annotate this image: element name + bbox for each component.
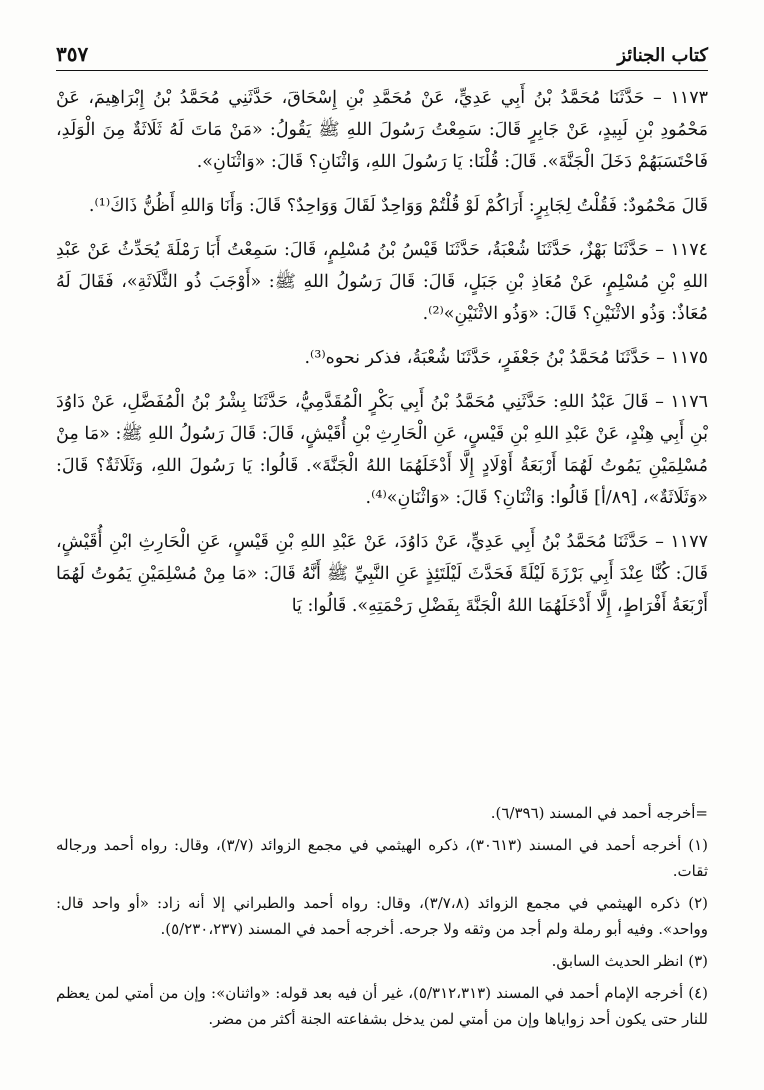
hadith-1173-comment: قَالَ مَحْمُودٌ: فَقُلْتُ لِجَابِرٍ: أَرَاكُمْ لَوْ قُلْتُمْ وَوَاحِدٌ لَقَالَ وَوَاحِدٌ؟ قَالَ: وَأَنَا وَاللهِ أَظُنُّ ذَاكَ⁽¹⁾.	[88, 196, 708, 216]
hadith-1176: ١١٧٦ – قَالَ عَبْدُ اللهِ: حَدَّثَنِي مُحَمَّدُ بْنُ أَبِي بَكْرٍ الْمُقَدَّمِيُّ، حَدَّثَنَا بِشْرُ بْنُ الْمُفَضَّلِ، عَنْ دَاوُدَ بْنِ أَبِي هِنْدٍ، عَنْ عَبْدِ اللهِ بْنِ قَيْسٍ، عَنِ الْحَارِثِ بْنِ أُقَيْشٍ، قَالَ: قَالَ رَسُولُ اللهِ ﷺ: «مَا مِنْ مُسْلِمَيْنِ يَمُوتُ لَهُمَا أَرْبَعَةُ أَوْلَادٍ إِلَّا أَدْخَلَهُمَا اللهُ الْجَنَّةَ». قَالُوا: يَا رَسُولَ اللهِ، وَثَلَاثَةٌ؟ قَالَ: «وَثَلَاثَةٌ»، [٨٩/أ] قَالُوا: وَاثْنَانِ؟ قَالَ: «وَاثْنَانِ»⁽⁴⁾.	[56, 392, 708, 508]
book-title: كتاب الجنائز	[617, 45, 708, 66]
footnote-1: (١) أخرجه أحمد في المسند (٣٠٦١٣)، ذكره الهيثمي في مجمع الزوائد (٣/٧)، وقال: رواه أحمد ورجاله ثقات.	[56, 836, 708, 880]
footnotes	[56, 800, 708, 1038]
hadith-1175: ١١٧٥ – حَدَّثَنَا مُحَمَّدُ بْنُ جَعْفَرٍ، حَدَّثَنَا شُعْبَةُ، فذكر نحوه⁽³⁾.	[304, 348, 708, 368]
hadith-1173: ١١٧٣ – حَدَّثَنَا مُحَمَّدُ بْنُ أَبِي عَدِيٍّ، عَنْ مُحَمَّدِ بْنِ إِسْحَاقَ، حَدَّثَنِي مُحَمَّدُ بْنُ إِبْرَاهِيمَ، عَنْ مَحْمُودِ بْنِ لَبِيدٍ، عَنْ جَابِرٍ قَالَ: سَمِعْتُ رَسُولَ اللهِ ﷺ يَقُولُ: «مَنْ مَاتَ لَهُ ثَلَاثَةٌ مِنَ الْوَلَدِ، فَاحْتَسَبَهُمْ دَخَلَ الْجَنَّةَ». قَالَ: قُلْنَا: يَا رَسُولَ اللهِ، وَاثْنَانِ؟ قَالَ: «وَاثْنَانِ».	[56, 88, 708, 172]
page-header	[56, 36, 708, 71]
footnote-2: (٢) ذكره الهيثمي في مجمع الزوائد (٣/٧،٨)، وقال: رواه أحمد والطبراني إلا أنه زاد: «أو واحد قال: وواحد». وفيه أبو رملة ولم أجد من وثقه ولا جرحه. أخرجه أحمد في المسند (٥/٢٣٠،٢٣٧).	[56, 894, 708, 938]
footnote-continuation: =أخرجه أحمد في المسند (٦/٣٩٦).	[490, 804, 708, 822]
footnote-4: (٤) أخرجه الإمام أحمد في المسند (٥/٣١٢،٣١٣)، غير أن فيه بعد قوله: «واثنان»: وإن من أمتي لمن يعظم للنار حتى يكون أحد زواياها وإن من أمتي لمن يدخل بشفاعته الجنة أكثر من مضر.	[56, 984, 708, 1028]
hadith-1177: ١١٧٧ – حَدَّثَنَا مُحَمَّدُ بْنُ أَبِي عَدِيٍّ، عَنْ دَاوُدَ، عَنْ عَبْدِ اللهِ بْنِ قَيْسٍ، عَنِ الْحَارِثِ ابْنِ أُقَيْشٍ، قَالَ: كُنَّا عِنْدَ أَبِي بَرْزَةَ لَيْلَةً فَحَدَّثَ لَيْلَتَئِذٍ عَنِ النَّبِيِّ ﷺ أَنَّهُ قَالَ: «مَا مِنْ مُسْلِمَيْنِ يَمُوتُ لَهُمَا أَرْبَعَةُ أَفْرَاطٍ، إِلَّا أَدْخَلَهُمَا اللهُ الْجَنَّةَ بِفَضْلِ رَحْمَتِهِ». قَالُوا: يَا	[56, 532, 708, 616]
main-text	[56, 82, 708, 622]
page-number: ٣٥٧	[56, 42, 89, 66]
hadith-1174: ١١٧٤ – حَدَّثَنَا بَهْزٌ، حَدَّثَنَا شُعْبَةُ، حَدَّثَنَا قَيْسُ بْنُ مُسْلِمٍ، قَالَ: سَمِعْتُ أَبَا رَمْلَةَ يُحَدِّثُ عَنْ عَبْدِ اللهِ بْنِ مُسْلِمٍ، عَنْ مُعَاذِ بْنِ جَبَلٍ، قَالَ: قَالَ رَسُولُ اللهِ ﷺ: «أَوْجَبَ ذُو الثَّلَاثَةِ»، فَقَالَ لَهُ مُعَاذٌ: وَذُو الاثْنَيْنِ؟ قَالَ: «وَذُو الاثْنَيْنِ»⁽²⁾.	[56, 240, 708, 324]
footnote-3: (٣) انظر الحديث السابق.	[551, 952, 708, 970]
